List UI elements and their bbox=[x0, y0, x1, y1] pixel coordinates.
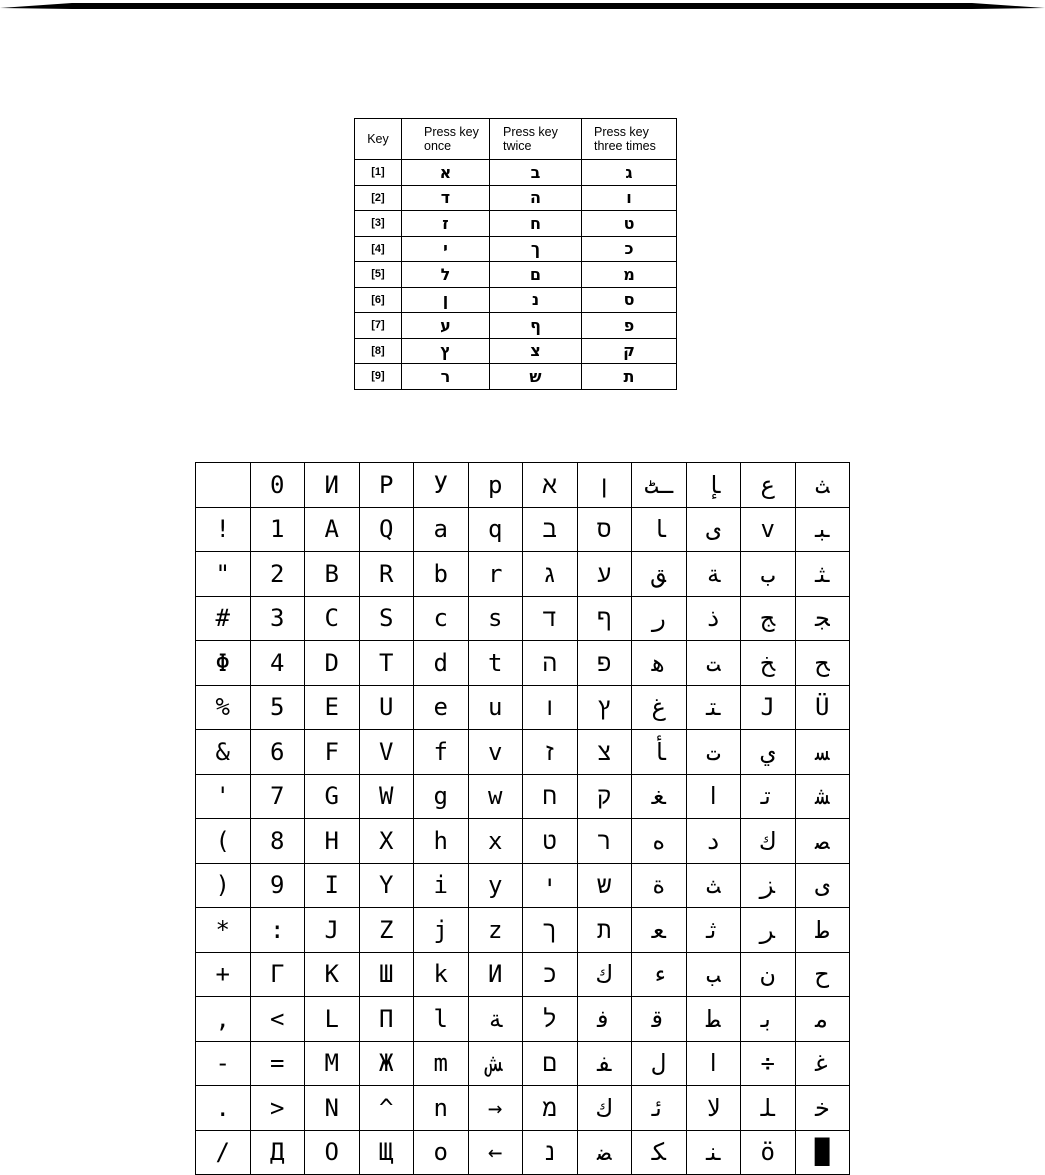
keypad-three-char: מ bbox=[582, 262, 677, 288]
keypad-row bbox=[355, 160, 677, 186]
charset-cell: ﺄ bbox=[632, 730, 687, 775]
charset-row bbox=[196, 685, 850, 730]
charset-cell: ﺴ bbox=[795, 730, 850, 775]
charset-cell: ع bbox=[741, 463, 796, 508]
charset-cell: m bbox=[414, 1041, 469, 1086]
charset-cell: g bbox=[414, 774, 469, 819]
charset-cell: ^ bbox=[359, 1086, 414, 1131]
keypad-twice-char: נ bbox=[490, 287, 582, 313]
keypad-three-char: ק bbox=[582, 338, 677, 364]
charset-cell: B bbox=[305, 552, 360, 597]
charset-cell: 9 bbox=[250, 863, 305, 908]
charset-cell: ת bbox=[577, 908, 632, 953]
charset-cell bbox=[196, 463, 251, 508]
charset-cell: < bbox=[250, 997, 305, 1042]
charset-cell: נ bbox=[523, 1130, 578, 1175]
charset-cell: k bbox=[414, 952, 469, 997]
charset-cell: q bbox=[468, 507, 523, 552]
charset-cell: ( bbox=[196, 819, 251, 864]
charset-cell: ך bbox=[523, 908, 578, 953]
charset-cell: ﺔ bbox=[468, 997, 523, 1042]
keypad-row bbox=[355, 262, 677, 288]
charset-cell: N bbox=[305, 1086, 360, 1131]
keypad-three-char: כ bbox=[582, 236, 677, 262]
charset-cell: ﺒ bbox=[795, 507, 850, 552]
charset-cell: ! bbox=[196, 507, 251, 552]
charset-cell: Q bbox=[359, 507, 414, 552]
charset-cell: ﻗ bbox=[632, 997, 687, 1042]
charset-row bbox=[196, 774, 850, 819]
charset-cell: ' bbox=[196, 774, 251, 819]
charset-cell: t bbox=[468, 641, 523, 686]
charset-body bbox=[196, 463, 850, 1175]
charset-cell: ץ bbox=[577, 685, 632, 730]
charset-cell: ﺢ bbox=[795, 641, 850, 686]
charset-cell: ש bbox=[577, 863, 632, 908]
charset-cell: 7 bbox=[250, 774, 305, 819]
charset-cell: a bbox=[414, 507, 469, 552]
charset-cell: O bbox=[305, 1130, 360, 1175]
keypad-key-label: [5] bbox=[355, 262, 402, 288]
charset-cell: A bbox=[305, 507, 360, 552]
charset-cell: 1 bbox=[250, 507, 305, 552]
charset-cell: ז bbox=[523, 730, 578, 775]
charset-cell: И bbox=[468, 952, 523, 997]
charset-cell: ö bbox=[741, 1130, 796, 1175]
charset-cell: ד bbox=[523, 596, 578, 641]
charset-cell: ﻐ bbox=[632, 774, 687, 819]
charset-cell: ו bbox=[523, 685, 578, 730]
charset-row bbox=[196, 1041, 850, 1086]
charset-cell: # bbox=[196, 596, 251, 641]
charset-cell: У bbox=[414, 463, 469, 508]
keypad-once-char: ד bbox=[402, 185, 490, 211]
charset-cell: ﺎ bbox=[632, 507, 687, 552]
keypad-once-char: ן bbox=[402, 287, 490, 313]
keypad-once-char: ע bbox=[402, 313, 490, 339]
keypad-key-label: [2] bbox=[355, 185, 402, 211]
charset-cell: J bbox=[741, 685, 796, 730]
charset-cell: Y bbox=[359, 863, 414, 908]
keypad-three-char: פ bbox=[582, 313, 677, 339]
charset-cell: I bbox=[305, 863, 360, 908]
charset-cell: 0 bbox=[250, 463, 305, 508]
charset-cell: ﻝ bbox=[632, 1041, 687, 1086]
keypad-three-char: ט bbox=[582, 211, 677, 237]
charset-cell: y bbox=[468, 863, 523, 908]
keypad-header-once: Press key once bbox=[402, 119, 490, 160]
charset-cell: ﻱ bbox=[741, 730, 796, 775]
charset-cell: f bbox=[414, 730, 469, 775]
charset-cell: Щ bbox=[359, 1130, 414, 1175]
charset-cell: C bbox=[305, 596, 360, 641]
charset-cell: G bbox=[305, 774, 360, 819]
charset-cell: Ш bbox=[359, 952, 414, 997]
charset-cell: ﺚ bbox=[795, 463, 850, 508]
charset-cell: r bbox=[468, 552, 523, 597]
charset-cell: o bbox=[414, 1130, 469, 1175]
keypad-header-key: Key bbox=[355, 119, 402, 160]
keypad-twice-char: ב bbox=[490, 160, 582, 186]
charset-cell: d bbox=[414, 641, 469, 686]
charset-row bbox=[196, 1130, 850, 1175]
charset-cell: ﺜ bbox=[795, 552, 850, 597]
keypad-twice-char: צ bbox=[490, 338, 582, 364]
charset-cell: e bbox=[414, 685, 469, 730]
charset-cell: ﻙ bbox=[741, 819, 796, 864]
charset-cell: w bbox=[468, 774, 523, 819]
charset-cell: W bbox=[359, 774, 414, 819]
charset-cell: E bbox=[305, 685, 360, 730]
charset-cell: ﻩ bbox=[632, 819, 687, 864]
charset-row bbox=[196, 952, 850, 997]
charset-cell: ע bbox=[577, 552, 632, 597]
keypad-once-char: ל bbox=[402, 262, 490, 288]
charset-cell: J bbox=[305, 908, 360, 953]
charset-cell: M bbox=[305, 1041, 360, 1086]
charset-cell: ﻯ bbox=[686, 507, 741, 552]
charset-cell: ﺦ bbox=[741, 641, 796, 686]
charset-cell: = bbox=[250, 1041, 305, 1086]
charset-cell: ה bbox=[523, 641, 578, 686]
charset-cell: ﺧ bbox=[795, 1086, 850, 1131]
keypad-twice-char: ף bbox=[490, 313, 582, 339]
keypad-three-char: ג bbox=[582, 160, 677, 186]
charset-cell: ﺋ bbox=[632, 1086, 687, 1131]
charset-cell: ﺐ bbox=[686, 952, 741, 997]
charset-row bbox=[196, 463, 850, 508]
charset-cell: 2 bbox=[250, 552, 305, 597]
charset-cell: ﺑ bbox=[741, 997, 796, 1042]
keypad-key-label: [1] bbox=[355, 160, 402, 186]
charset-cell: ק bbox=[577, 774, 632, 819]
charset-cell: ﺖ bbox=[686, 641, 741, 686]
charset-row bbox=[196, 908, 850, 953]
charset-cell: 5 bbox=[250, 685, 305, 730]
charset-cell: ﺘ bbox=[686, 685, 741, 730]
charset-cell: מ bbox=[523, 1086, 578, 1131]
keypad-once-char: י bbox=[402, 236, 490, 262]
charset-cell: ) bbox=[196, 863, 251, 908]
charset-cell: ﺞ bbox=[741, 596, 796, 641]
charset-cell: & bbox=[196, 730, 251, 775]
charset-cell: j bbox=[414, 908, 469, 953]
charset-cell: % bbox=[196, 685, 251, 730]
charset-cell: צ bbox=[577, 730, 632, 775]
charset-cell: D bbox=[305, 641, 360, 686]
charset-cell: █ bbox=[795, 1130, 850, 1175]
charset-cell: ﻙ bbox=[577, 1086, 632, 1131]
charset-cell: i bbox=[414, 863, 469, 908]
charset-cell: ﻙ bbox=[577, 952, 632, 997]
charset-cell: x bbox=[468, 819, 523, 864]
charset-row bbox=[196, 997, 850, 1042]
charset-cell: Π bbox=[359, 997, 414, 1042]
charset-cell: 8 bbox=[250, 819, 305, 864]
charset-cell: ח bbox=[523, 774, 578, 819]
charset-cell: ﻏ bbox=[795, 1041, 850, 1086]
charset-cell: ם bbox=[523, 1041, 578, 1086]
charset-cell: * bbox=[196, 908, 251, 953]
charset-cell: ÷ bbox=[741, 1041, 796, 1086]
charset-cell: Ü bbox=[795, 685, 850, 730]
charset-cell: > bbox=[250, 1086, 305, 1131]
charset-cell: P bbox=[359, 463, 414, 508]
keypad-twice-char: ה bbox=[490, 185, 582, 211]
keypad-key-label: [8] bbox=[355, 338, 402, 364]
keypad-header-twice: Press key twice bbox=[490, 119, 582, 160]
top-divider-rule bbox=[0, 0, 1045, 14]
charset-cell: ﻨ bbox=[686, 1130, 741, 1175]
charset-cell: + bbox=[196, 952, 251, 997]
charset-cell: ا bbox=[686, 774, 741, 819]
charset-cell: v bbox=[468, 730, 523, 775]
charset-cell: F bbox=[305, 730, 360, 775]
keypad-once-char: א bbox=[402, 160, 490, 186]
charset-cell: ﻣ bbox=[795, 997, 850, 1042]
charset-row bbox=[196, 641, 850, 686]
charset-cell: ب bbox=[741, 552, 796, 597]
charset-cell: כ bbox=[523, 952, 578, 997]
charset-cell: ס bbox=[577, 507, 632, 552]
keypad-key-label: [3] bbox=[355, 211, 402, 237]
charset-cell: T bbox=[359, 641, 414, 686]
charset-cell: ﺫ bbox=[686, 596, 741, 641]
charset-cell: ט bbox=[523, 819, 578, 864]
charset-cell: H bbox=[305, 819, 360, 864]
charset-cell: ﺓ bbox=[632, 863, 687, 908]
charset-cell: X bbox=[359, 819, 414, 864]
keypad-row bbox=[355, 313, 677, 339]
charset-cell: R bbox=[359, 552, 414, 597]
charset-cell: ﻜ bbox=[632, 1130, 687, 1175]
charset-cell: ﺶ bbox=[468, 1041, 523, 1086]
charset-cell: א bbox=[523, 463, 578, 508]
keypad-once-char: ץ bbox=[402, 338, 490, 364]
charset-cell: Д bbox=[250, 1130, 305, 1175]
charset-cell: ﺩ bbox=[686, 819, 741, 864]
keypad-once-char: ר bbox=[402, 364, 490, 390]
charset-cell: 3 bbox=[250, 596, 305, 641]
charset-cell: c bbox=[414, 596, 469, 641]
charset-cell: : bbox=[250, 908, 305, 953]
charset-cell: ﻠ bbox=[741, 1086, 796, 1131]
keypad-body bbox=[355, 160, 677, 390]
keypad-twice-char: ם bbox=[490, 262, 582, 288]
charset-cell: U bbox=[359, 685, 414, 730]
charset-cell: ﺛ bbox=[686, 908, 741, 953]
charset-cell: ﻖ bbox=[632, 552, 687, 597]
hebrew-keypad-table bbox=[354, 118, 677, 390]
charset-cell: ـٹ bbox=[632, 463, 687, 508]
charset-cell: ר bbox=[577, 819, 632, 864]
charset-cell: ﺚ bbox=[686, 863, 741, 908]
charset-row bbox=[196, 507, 850, 552]
charset-cell: ﺈ bbox=[686, 463, 741, 508]
charset-cell: l bbox=[414, 997, 469, 1042]
charset-cell: b bbox=[414, 552, 469, 597]
charset-cell: ﺭ bbox=[632, 596, 687, 641]
charset-cell: ﻌ bbox=[632, 908, 687, 953]
charset-cell: L bbox=[305, 997, 360, 1042]
keypad-three-char: ת bbox=[582, 364, 677, 390]
charset-cell: פ bbox=[577, 641, 632, 686]
charset-cell: י bbox=[523, 863, 578, 908]
charset-cell: ﻫ bbox=[632, 641, 687, 686]
charset-cell: ג bbox=[523, 552, 578, 597]
keypad-key-label: [9] bbox=[355, 364, 402, 390]
charset-cell: 4 bbox=[250, 641, 305, 686]
keypad-row bbox=[355, 338, 677, 364]
charset-cell: ל bbox=[523, 997, 578, 1042]
charset-cell: - bbox=[196, 1041, 251, 1086]
charset-cell: , bbox=[196, 997, 251, 1042]
charset-row bbox=[196, 552, 850, 597]
keypad-twice-char: ח bbox=[490, 211, 582, 237]
keypad-key-label: [6] bbox=[355, 287, 402, 313]
charset-cell: Φ bbox=[196, 641, 251, 686]
charset-cell: S bbox=[359, 596, 414, 641]
charset-cell: Ж bbox=[359, 1041, 414, 1086]
charset-cell: ← bbox=[468, 1130, 523, 1175]
charset-cell: u bbox=[468, 685, 523, 730]
charset-cell: ב bbox=[523, 507, 578, 552]
character-set-table bbox=[195, 462, 850, 1175]
keypad-header-row bbox=[355, 119, 677, 160]
charset-cell: Γ bbox=[250, 952, 305, 997]
charset-cell: ﻀ bbox=[577, 1130, 632, 1175]
charset-cell: ﻔ bbox=[577, 1041, 632, 1086]
charset-cell: ﻍ bbox=[632, 685, 687, 730]
charset-cell: " bbox=[196, 552, 251, 597]
charset-cell: ا bbox=[686, 1041, 741, 1086]
charset-cell: ן bbox=[577, 463, 632, 508]
keypad-twice-char: ש bbox=[490, 364, 582, 390]
keypad-header-three: Press key three times bbox=[582, 119, 677, 160]
charset-cell: ﺀ bbox=[632, 952, 687, 997]
charset-cell: ﺸ bbox=[795, 774, 850, 819]
keypad-three-char: ו bbox=[582, 185, 677, 211]
charset-cell: ﺼ bbox=[795, 819, 850, 864]
charset-cell: K bbox=[305, 952, 360, 997]
keypad-row bbox=[355, 364, 677, 390]
keypad-row bbox=[355, 185, 677, 211]
charset-cell: ﺕ bbox=[686, 730, 741, 775]
charset-cell: z bbox=[468, 908, 523, 953]
charset-row bbox=[196, 596, 850, 641]
charset-row bbox=[196, 863, 850, 908]
keypad-once-char: ז bbox=[402, 211, 490, 237]
charset-cell: ﻓ bbox=[577, 997, 632, 1042]
keypad-row bbox=[355, 236, 677, 262]
charset-cell: И bbox=[305, 463, 360, 508]
keypad-row bbox=[355, 287, 677, 313]
charset-cell: ﻻ bbox=[686, 1086, 741, 1131]
charset-cell: ף bbox=[577, 596, 632, 641]
charset-row bbox=[196, 1086, 850, 1131]
charset-cell: → bbox=[468, 1086, 523, 1131]
charset-cell: 6 bbox=[250, 730, 305, 775]
keypad-key-label: [7] bbox=[355, 313, 402, 339]
charset-cell: ﺮ bbox=[741, 908, 796, 953]
charset-cell: . bbox=[196, 1086, 251, 1131]
charset-cell: / bbox=[196, 1130, 251, 1175]
charset-cell: h bbox=[414, 819, 469, 864]
charset-cell: s bbox=[468, 596, 523, 641]
keypad-three-char: ס bbox=[582, 287, 677, 313]
charset-cell: ﺡ bbox=[795, 952, 850, 997]
charset-cell: Z bbox=[359, 908, 414, 953]
charset-cell: ﺰ bbox=[741, 863, 796, 908]
charset-cell: n bbox=[414, 1086, 469, 1131]
charset-cell: ﺠ bbox=[795, 596, 850, 641]
charset-cell: ﻁ bbox=[795, 908, 850, 953]
charset-cell: p bbox=[468, 463, 523, 508]
charset-cell: ﻯ bbox=[795, 863, 850, 908]
charset-row bbox=[196, 819, 850, 864]
charset-cell: ﺗ bbox=[741, 774, 796, 819]
charset-cell: v bbox=[741, 507, 796, 552]
keypad-row bbox=[355, 211, 677, 237]
charset-cell: ﺔ bbox=[686, 552, 741, 597]
charset-row bbox=[196, 730, 850, 775]
keypad-twice-char: ך bbox=[490, 236, 582, 262]
charset-cell: ﻄ bbox=[686, 997, 741, 1042]
keypad-key-label: [4] bbox=[355, 236, 402, 262]
charset-cell: ن bbox=[741, 952, 796, 997]
charset-cell: V bbox=[359, 730, 414, 775]
